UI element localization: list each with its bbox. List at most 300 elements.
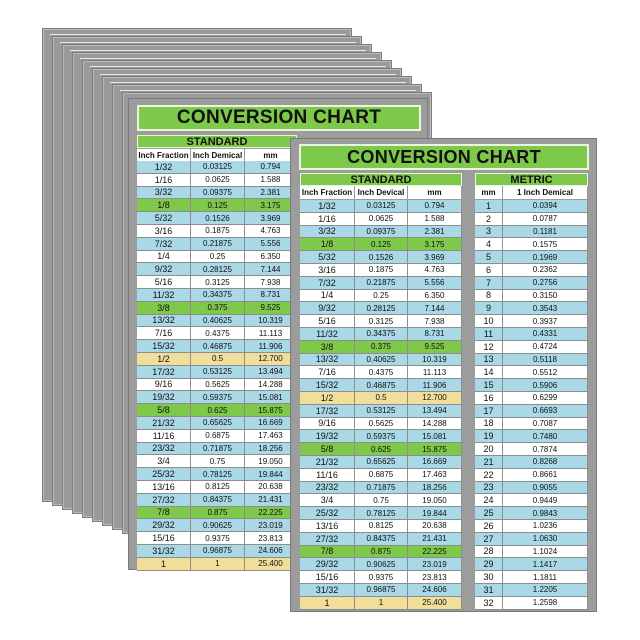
front-standard-row-cell: 7/8	[300, 546, 355, 558]
back-table-row-cell: 5.556	[245, 238, 297, 250]
front-standard-row-cell: 27/32	[300, 533, 355, 545]
front-standard-row	[300, 354, 462, 367]
front-standard-row-cell: 19.050	[408, 494, 462, 506]
front-metric-row-cell: 0.4331	[503, 328, 588, 340]
front-standard-row-cell: 0.9375	[355, 571, 408, 583]
front-standard-row-cell: 25.400	[408, 597, 462, 609]
back-table-row-cell: 0.40625	[191, 315, 245, 327]
back-table-row-cell: 19/32	[137, 391, 191, 403]
front-standard-row	[300, 366, 462, 379]
front-metric-row-cell: 1.0630	[503, 533, 588, 545]
back-table-row	[137, 225, 297, 238]
front-metric-row	[475, 482, 588, 495]
back-table-row-cell: 17/32	[137, 366, 191, 378]
back-table-row-cell: 0.4375	[191, 327, 245, 339]
back-table-row-cell: 4.763	[245, 225, 297, 237]
back-table-row-cell: 0.96875	[191, 545, 245, 557]
back-table-row-cell: 0.09375	[191, 187, 245, 199]
front-metric-row-cell: 23	[475, 482, 503, 494]
back-table-row	[137, 443, 297, 456]
front-metric-row-cell: 14	[475, 366, 503, 378]
front-standard-row-cell: 0.625	[355, 443, 408, 455]
front-standard-row-cell: 9.525	[408, 341, 462, 353]
front-metric-row	[475, 251, 588, 264]
front-standard-row	[300, 315, 462, 328]
front-standard-row-cell: 24.606	[408, 584, 462, 596]
front-standard-row-cell: 0.4375	[355, 366, 408, 378]
front-standard-row	[300, 226, 462, 239]
front-metric-row-cell: 1.1024	[503, 546, 588, 558]
back-table-row-cell: 0.71875	[191, 443, 245, 455]
front-metric-row-cell: 20	[475, 443, 503, 455]
front-standard-row-cell: 0.03125	[355, 200, 408, 212]
front-metric-row	[475, 213, 588, 226]
front-metric-row-cell: 27	[475, 533, 503, 545]
front-standard-row-cell: 0.75	[355, 494, 408, 506]
front-standard-row-cell: 7.144	[408, 302, 462, 314]
front-metric-row-cell: 0.5512	[503, 366, 588, 378]
front-standard-row-cell: 0.34375	[355, 328, 408, 340]
back-table-row	[137, 212, 297, 225]
front-metric-row-cell: 0.6693	[503, 405, 588, 417]
front-metric-row	[475, 571, 588, 584]
back-table-row-cell: 11.906	[245, 340, 297, 352]
front-standard-row-cell: 23.019	[408, 558, 462, 570]
front-standard-row-cell: 1.588	[408, 213, 462, 225]
front-metric-row-cell: 0.9055	[503, 482, 588, 494]
front-standard-row-cell: 0.46875	[355, 379, 408, 391]
front-metric-row-cell: 16	[475, 392, 503, 404]
front-standard-row-cell: 0.875	[355, 546, 408, 558]
back-table-row	[137, 366, 297, 379]
front-standard-row-cell: 1/8	[300, 238, 355, 250]
front-standard-row	[300, 405, 462, 418]
front-metric-row-cell: 0.7480	[503, 430, 588, 442]
back-table-row-cell: 0.125	[191, 199, 245, 211]
front-metric-row	[475, 328, 588, 341]
front-standard-row-cell: 0.125	[355, 238, 408, 250]
back-table-row	[137, 174, 297, 187]
front-metric-row	[475, 238, 588, 251]
front-standard-row	[300, 264, 462, 277]
front-standard-row-cell: 0.6875	[355, 469, 408, 481]
back-card-header	[137, 149, 297, 161]
back-table-row-cell: 1	[191, 558, 245, 570]
back-table-row-cell: 0.28125	[191, 263, 245, 275]
front-standard-row-cell: 16.669	[408, 456, 462, 468]
back-table-row-cell: 11/32	[137, 289, 191, 301]
front-metric-row-cell: 31	[475, 584, 503, 596]
back-table-row-cell: 7.144	[245, 263, 297, 275]
front-standard-row-cell: 0.28125	[355, 302, 408, 314]
back-table-row-cell: 1/32	[137, 161, 191, 173]
front-standard-row-cell: 9/32	[300, 302, 355, 314]
front-section-metric: METRIC	[475, 173, 588, 186]
front-standard-row	[300, 494, 462, 507]
front-standard-row-cell: 13.494	[408, 405, 462, 417]
front-metric-row-cell: 26	[475, 520, 503, 532]
back-table-row-cell: 10.319	[245, 315, 297, 327]
front-standard-row-cell: 1	[355, 597, 408, 609]
front-standard-row-cell: 0.65625	[355, 456, 408, 468]
back-table-row-cell: 15.081	[245, 391, 297, 403]
front-metric-row-cell: 12	[475, 341, 503, 353]
back-table-row	[137, 238, 297, 251]
back-table-row-cell: 23/32	[137, 443, 191, 455]
front-metric-row-cell: 0.1575	[503, 238, 588, 250]
front-standard-row-cell: 0.25	[355, 290, 408, 302]
front-standard-row-cell: 0.09375	[355, 226, 408, 238]
back-table-row-cell: 3.969	[245, 212, 297, 224]
back-table-row-cell: 0.90625	[191, 519, 245, 531]
front-standard-row	[300, 418, 462, 431]
front-standard-row-cell: 2.381	[408, 226, 462, 238]
front-standard-row-cell: 0.53125	[355, 405, 408, 417]
front-metric-row-cell: 0.4724	[503, 341, 588, 353]
front-metric-row-cell: 1.2205	[503, 584, 588, 596]
front-standard-row-cell: 9/16	[300, 418, 355, 430]
back-table-row-cell: 3.175	[245, 199, 297, 211]
back-table-row-cell: 8.731	[245, 289, 297, 301]
front-standard-row	[300, 341, 462, 354]
front-standard-row-cell: 23.813	[408, 571, 462, 583]
front-metric-row-cell: 11	[475, 328, 503, 340]
front-standard-row-cell: 7/16	[300, 366, 355, 378]
front-standard-row-cell: 0.5	[355, 392, 408, 404]
back-table-row-cell: 7.938	[245, 276, 297, 288]
front-standard-row-cell: 15/32	[300, 379, 355, 391]
front-standard-row-cell: 0.1526	[355, 251, 408, 263]
back-table-row-cell: 13/32	[137, 315, 191, 327]
back-table-row-cell: 0.9375	[191, 532, 245, 544]
front-metric-row-cell: 29	[475, 558, 503, 570]
back-table-row-cell: 0.59375	[191, 391, 245, 403]
front-section-standard: STANDARD	[300, 173, 462, 186]
front-metric-row-cell: 2	[475, 213, 503, 225]
stacked-card-edge	[50, 34, 346, 35]
front-metric-row	[475, 379, 588, 392]
back-table-row-cell: 0.1526	[191, 212, 245, 224]
front-metric-row-cell: 0.3543	[503, 302, 588, 314]
front-standard-row-cell: 17/32	[300, 405, 355, 417]
front-standard-row-cell: 10.319	[408, 354, 462, 366]
front-metric-row-cell: 24	[475, 494, 503, 506]
front-card-title: CONVERSION CHART	[299, 144, 589, 170]
back-table-row-cell: 0.65625	[191, 417, 245, 429]
back-table-row-cell: 16.669	[245, 417, 297, 429]
front-metric-row	[475, 443, 588, 456]
back-card-title: CONVERSION CHART	[137, 105, 421, 131]
front-standard-row-cell: 19.844	[408, 507, 462, 519]
back-table-row	[137, 404, 297, 417]
front-metric-row-cell: 0.5118	[503, 354, 588, 366]
back-table-row	[137, 532, 297, 545]
front-standard-row-cell: 5/16	[300, 315, 355, 327]
front-standard-row-cell: 13/16	[300, 520, 355, 532]
back-table-row-cell: 0.1875	[191, 225, 245, 237]
front-standard-row-cell: 0.3125	[355, 315, 408, 327]
back-table-row	[137, 545, 297, 558]
front-metric-row-cell: 6	[475, 264, 503, 276]
front-metric-row-cell: 0.1969	[503, 251, 588, 263]
front-metric-row-cell: 0.7874	[503, 443, 588, 455]
back-table-row-cell: 27/32	[137, 494, 191, 506]
front-standard-row-cell: 3/16	[300, 264, 355, 276]
front-metric-row	[475, 469, 588, 482]
front-metric-row	[475, 200, 588, 213]
stacked-card-edge	[60, 42, 356, 43]
back-table-row-cell: 9/32	[137, 263, 191, 275]
front-standard-row-cell: 15/16	[300, 571, 355, 583]
back-table-row-cell: 1/2	[137, 353, 191, 365]
front-metric-row-cell: 0.7087	[503, 418, 588, 430]
front-standard-row-cell: 5/8	[300, 443, 355, 455]
front-standard-row-cell: 0.40625	[355, 354, 408, 366]
back-table-row-cell: 0.375	[191, 302, 245, 314]
back-table-row-cell: 23.019	[245, 519, 297, 531]
back-table-row	[137, 340, 297, 353]
front-metric-row-cell: 8	[475, 290, 503, 302]
back-table-row-cell: 0.03125	[191, 161, 245, 173]
front-metric-header	[475, 186, 588, 199]
front-metric-row	[475, 456, 588, 469]
front-standard-row-cell: 14.288	[408, 418, 462, 430]
front-standard-row-cell: 1	[300, 597, 355, 609]
front-metric-row	[475, 226, 588, 239]
back-table-row-cell: 0.875	[191, 507, 245, 519]
front-standard-row-cell: 5/32	[300, 251, 355, 263]
metric-header-mm: mm	[475, 186, 503, 199]
front-metric-row-cell: 0.8268	[503, 456, 588, 468]
front-metric-row-cell: 22	[475, 469, 503, 481]
back-table-row	[137, 379, 297, 392]
back-table-row-cell: 2.381	[245, 187, 297, 199]
front-metric-row-cell: 28	[475, 546, 503, 558]
front-standard-row-cell: 1/32	[300, 200, 355, 212]
back-table-row-cell: 6.350	[245, 251, 297, 263]
back-table-row	[137, 494, 297, 507]
front-standard-row	[300, 290, 462, 303]
front-standard-row-cell: 3.175	[408, 238, 462, 250]
front-standard-row	[300, 213, 462, 226]
front-standard-row-cell: 8.731	[408, 328, 462, 340]
back-table-row	[137, 289, 297, 302]
back-table-row	[137, 327, 297, 340]
back-header-mm: mm	[245, 149, 297, 161]
front-metric-row-cell: 0.5906	[503, 379, 588, 391]
front-header-mm: mm	[408, 186, 462, 199]
front-standard-row	[300, 328, 462, 341]
back-table-row-cell: 19.050	[245, 455, 297, 467]
back-table-row	[137, 558, 297, 571]
back-table-row	[137, 199, 297, 212]
back-table-row-cell: 0.0625	[191, 174, 245, 186]
front-metric-row	[475, 277, 588, 290]
front-metric-row-cell: 0.3937	[503, 315, 588, 327]
front-standard-row-cell: 29/32	[300, 558, 355, 570]
back-table-row	[137, 417, 297, 430]
front-standard-row	[300, 379, 462, 392]
front-standard-row-cell: 3/8	[300, 341, 355, 353]
front-metric-row-cell: 15	[475, 379, 503, 391]
back-table-row-cell: 15/32	[137, 340, 191, 352]
back-table-row-cell: 7/8	[137, 507, 191, 519]
front-standard-row-cell: 7/32	[300, 277, 355, 289]
back-table-row-cell: 5/8	[137, 404, 191, 416]
front-metric-row-cell: 18	[475, 418, 503, 430]
front-metric-row-cell: 3	[475, 226, 503, 238]
front-metric-row-cell: 0.2362	[503, 264, 588, 276]
back-table-row-cell: 22.225	[245, 507, 297, 519]
front-standard-row	[300, 546, 462, 559]
front-standard-row-cell: 0.0625	[355, 213, 408, 225]
back-table-row-cell: 29/32	[137, 519, 191, 531]
front-standard-row	[300, 456, 462, 469]
front-standard-row	[300, 469, 462, 482]
back-table-row-cell: 11.113	[245, 327, 297, 339]
back-table-row-cell: 1/8	[137, 199, 191, 211]
front-standard-row	[300, 430, 462, 443]
back-card-section-standard: STANDARD	[137, 135, 297, 148]
front-metric-row-cell: 7	[475, 277, 503, 289]
back-table-row-cell: 3/8	[137, 302, 191, 314]
front-standard-row-cell: 11/16	[300, 469, 355, 481]
front-metric-row-cell: 10	[475, 315, 503, 327]
front-standard-row-cell: 22.225	[408, 546, 462, 558]
front-standard-row-cell: 20.638	[408, 520, 462, 532]
back-table-row-cell: 18.256	[245, 443, 297, 455]
back-table-row-cell: 5/32	[137, 212, 191, 224]
back-table-row-cell: 0.34375	[191, 289, 245, 301]
front-standard-row-cell: 0.794	[408, 200, 462, 212]
front-standard-row-cell: 0.21875	[355, 277, 408, 289]
back-table-row-cell: 14.288	[245, 379, 297, 391]
front-metric-row	[475, 558, 588, 571]
front-standard-row-cell: 3/32	[300, 226, 355, 238]
front-standard-row-cell: 31/32	[300, 584, 355, 596]
front-metric-row	[475, 584, 588, 597]
front-standard-row-cell: 7.938	[408, 315, 462, 327]
front-standard-row	[300, 597, 462, 610]
back-table-row-cell: 1/4	[137, 251, 191, 263]
front-standard-row-cell: 0.375	[355, 341, 408, 353]
front-standard-row-cell: 15.081	[408, 430, 462, 442]
front-standard-row-cell: 17.463	[408, 469, 462, 481]
front-standard-row-cell: 23/32	[300, 482, 355, 494]
back-table-row-cell: 23.813	[245, 532, 297, 544]
front-standard-row	[300, 520, 462, 533]
back-header-fraction: Inch Fraction	[137, 149, 191, 161]
front-metric-row-cell: 0.0394	[503, 200, 588, 212]
front-standard-row-cell: 0.90625	[355, 558, 408, 570]
back-table-row-cell: 15/16	[137, 532, 191, 544]
stacked-card-edge	[70, 50, 366, 51]
back-table-row-cell: 0.5625	[191, 379, 245, 391]
back-table-row	[137, 187, 297, 200]
front-standard-row-cell: 1/16	[300, 213, 355, 225]
back-table-row	[137, 481, 297, 494]
front-standard-row-cell: 0.5625	[355, 418, 408, 430]
back-table-row-cell: 1	[137, 558, 191, 570]
front-standard-row-cell: 3.969	[408, 251, 462, 263]
front-standard-row-cell: 15.875	[408, 443, 462, 455]
front-metric-row-cell: 0.6299	[503, 392, 588, 404]
stacked-card-edge	[80, 58, 376, 59]
back-table-row-cell: 21.431	[245, 494, 297, 506]
front-standard-row	[300, 443, 462, 456]
front-metric-row-cell: 17	[475, 405, 503, 417]
front-metric-row	[475, 264, 588, 277]
back-table-row-cell: 0.25	[191, 251, 245, 263]
stacked-card-edge	[120, 90, 416, 91]
back-table-row	[137, 302, 297, 315]
front-metric-row-cell: 32	[475, 597, 503, 609]
stacked-card-edge	[100, 74, 396, 75]
back-table-row-cell: 9/16	[137, 379, 191, 391]
front-metric-row-cell: 0.0787	[503, 213, 588, 225]
back-table-row-cell: 0.46875	[191, 340, 245, 352]
front-metric-row-cell: 0.3150	[503, 290, 588, 302]
back-table-row-cell: 0.8125	[191, 481, 245, 493]
back-table-row-cell: 13.494	[245, 366, 297, 378]
back-table-row-cell: 0.794	[245, 161, 297, 173]
front-header-fraction: Inch Fraction	[300, 186, 355, 199]
front-standard-row-cell: 12.700	[408, 392, 462, 404]
stacked-card-edge	[110, 82, 406, 83]
back-table-row-cell: 21/32	[137, 417, 191, 429]
front-metric-row-cell: 0.8661	[503, 469, 588, 481]
front-metric-row-cell: 30	[475, 571, 503, 583]
front-standard-row-cell: 11/32	[300, 328, 355, 340]
front-metric-row-cell: 9	[475, 302, 503, 314]
front-standard-row-cell: 1/4	[300, 290, 355, 302]
back-table-row-cell: 0.5	[191, 353, 245, 365]
front-metric-row	[475, 597, 588, 610]
back-table-row-cell: 1.588	[245, 174, 297, 186]
front-metric-row-cell: 25	[475, 507, 503, 519]
front-standard-row-cell: 21.431	[408, 533, 462, 545]
front-metric-row	[475, 546, 588, 559]
back-table-row-cell: 0.21875	[191, 238, 245, 250]
front-standard-row	[300, 558, 462, 571]
back-table-row-cell: 1/16	[137, 174, 191, 186]
front-standard-row-cell: 19/32	[300, 430, 355, 442]
back-table-row-cell: 7/16	[137, 327, 191, 339]
back-table-row-cell: 12.700	[245, 353, 297, 365]
front-standard-row	[300, 584, 462, 597]
front-standard-row-cell: 0.71875	[355, 482, 408, 494]
front-metric-row	[475, 494, 588, 507]
back-table-row-cell: 3/4	[137, 455, 191, 467]
front-standard-row-cell: 1/2	[300, 392, 355, 404]
front-header-decimal: Inch Devical	[355, 186, 408, 199]
front-metric-row-cell: 4	[475, 238, 503, 250]
back-table-row-cell: 0.78125	[191, 468, 245, 480]
front-card	[290, 138, 597, 612]
front-standard-row	[300, 200, 462, 213]
front-metric-row	[475, 354, 588, 367]
front-metric-row	[475, 405, 588, 418]
front-standard-row	[300, 251, 462, 264]
front-metric-row	[475, 366, 588, 379]
front-standard-row-cell: 4.763	[408, 264, 462, 276]
front-metric-row	[475, 507, 588, 520]
front-standard-row-cell: 0.84375	[355, 533, 408, 545]
front-metric-row	[475, 392, 588, 405]
front-standard-row-cell: 21/32	[300, 456, 355, 468]
front-standard-row	[300, 392, 462, 405]
front-metric-row-cell: 1	[475, 200, 503, 212]
